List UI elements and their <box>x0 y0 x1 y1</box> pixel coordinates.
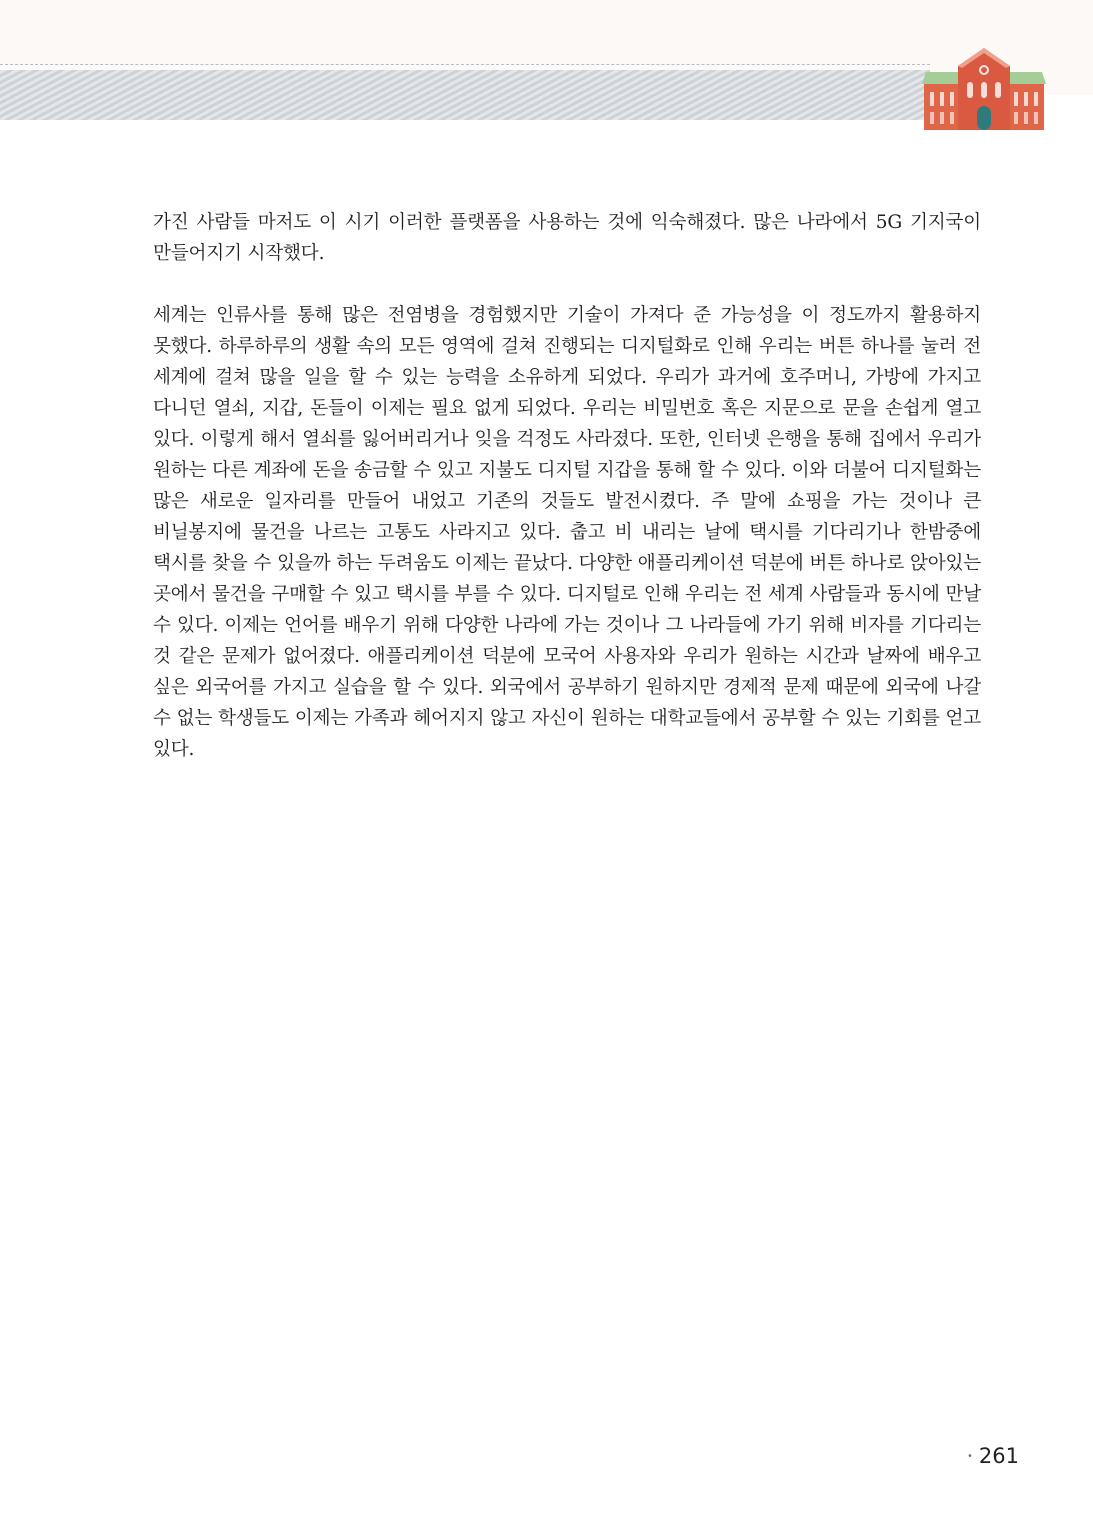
page-number <box>967 1444 1019 1468</box>
header-dotted-line <box>0 64 930 65</box>
paragraph: 가진 사람들 마저도 이 시기 이러한 플랫폼을 사용하는 것에 익숙해졌다. 많은 나라에서 5G 기지국이 만들어지기 시작했다. <box>153 212 981 264</box>
bullet-dot-icon: • <box>967 1450 973 1462</box>
page-number-text: 261 <box>978 1444 1019 1468</box>
paragraph: 세계는 인류사를 통해 많은 전염병을 경험했지만 기술이 가져다 준 가능성을 이 정도까지 활용하지 못했다. 하루하루의 생활 속의 모든 영역에 걸쳐 진행되는 디지털화로 인해 우리는 버튼 하나를 눌러 전 세계에 걸쳐 많을 일을 할 수 있는 능력을 소유하게 되었다. 우리가 과거에 호주머니, 가방에 가지고 다니던 열쇠, 지갑, 돈들이 이제는 필요 없게 되었다. 우리는 비밀번호 혹은 지문으로 문을 손쉽게 열고 있다. 이렇게 해서 열쇠를 잃어버리거나 잊을 걱정도 사라졌다. 또한, 인터넷 은행을 통해 집에서 우리가 원하는 다른 계좌에 돈을 송금할 수 있고 지불도 디지털 지갑을 통해 할 수 있다. 이와 더불어 디지털화는 많은 새로운 일자리를 만들어 내었고 기존의 것들도 발전시켰다. 주 말에 쇼핑을 가는 것이나 큰 비닐봉지에 물건을 나르는 고통도 사라지고 있다. 춥고 비 내리는 날에 택시를 기다리기나 한밤중에 택시를 찾을 수 있을까 하는 두려움도 이제는 끝났다. 다양한 애플리케이션 덕분에 버튼 하나로 앉아있는 곳에서 물건을 구매할 수 있고 택시를 부를 수 있다. 디지털로 인해 우리는 전 세계 사람들과 동시에 만날 수 있다. 이제는 언어를 배우기 위해 다양한 나라에 가는 것이나 그 나라들에 가기 위해 비자를 기다리는 것 같은 문제가 없어졌다. 애플리케이션 덕분에 모국어 사용자와 우리가 원하는 시간과 날짜에 배우고 싶은 외국어를 가지고 실습을 할 수 있다. 외국에서 공부하기 원하지만 경제적 문제 때문에 외국에 나갈 수 없는 학생들도 이제는 가족과 헤어지지 않고 자신이 원하는 대학교들에서 공부할 수 있는 기회를 얻고 있다. <box>153 305 981 760</box>
header-striped-band <box>0 70 930 120</box>
body-text <box>153 207 981 765</box>
red-brick-building-icon <box>922 44 1046 130</box>
